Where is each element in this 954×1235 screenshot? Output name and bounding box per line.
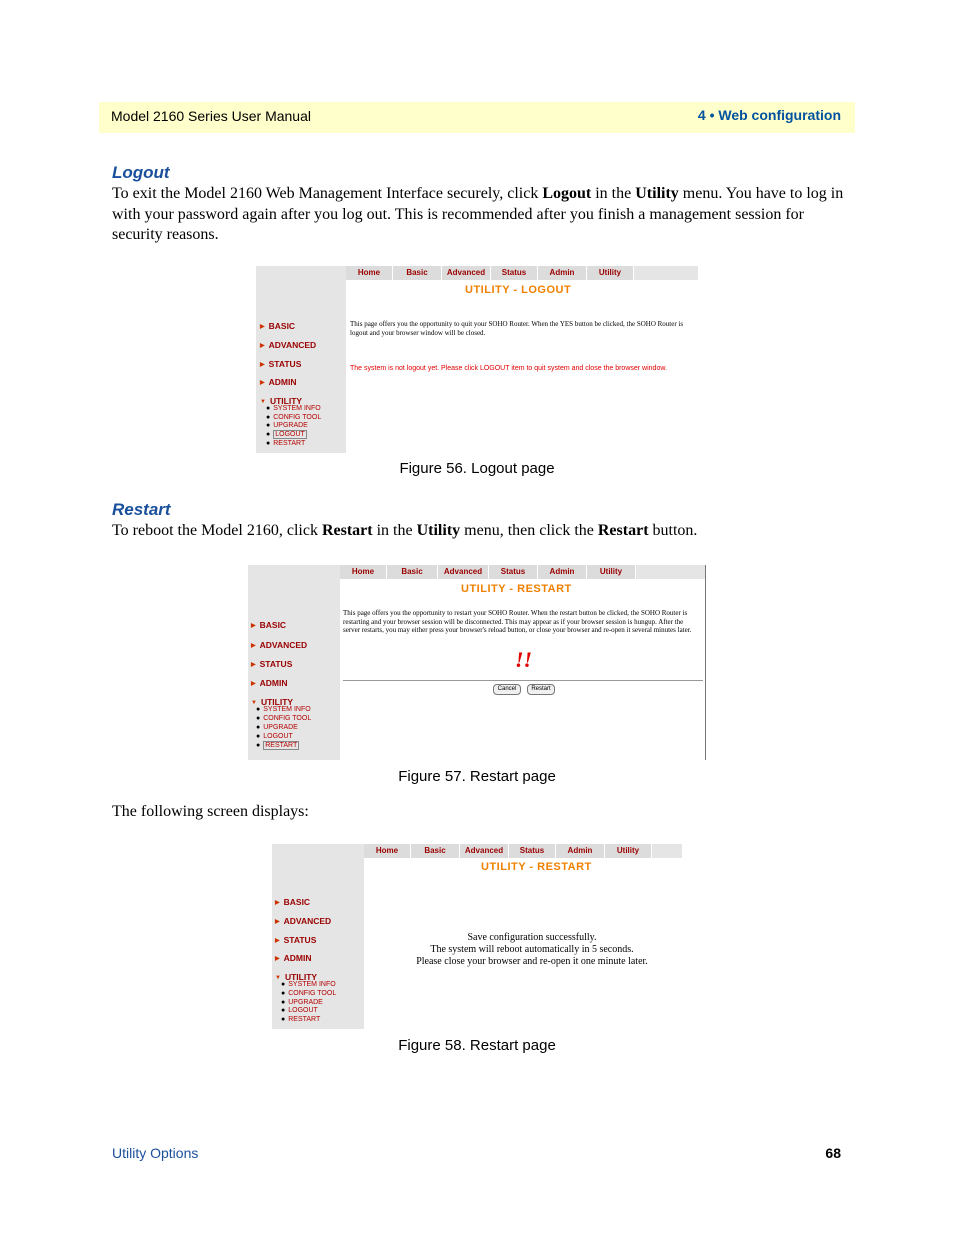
footer-section-name: Utility Options [112,1145,199,1161]
following-screen-text: The following screen displays: [112,803,309,820]
text-run: menu. You have to log in with your password again after you log out. This is recommended after you finish a management session for security reasons. [112,185,844,243]
nav-restart[interactable]: ● RESTART [281,1016,321,1023]
figure-58-screenshot [272,844,682,1029]
nav-upgrade[interactable]: ● UPGRADE [256,724,298,731]
text-run: To exit the Model 2160 Web Management Interface securely, click [112,185,543,202]
logout-description: This page offers you the opportunity to quit your SOHO Router. When the YES button be clicked, the SOHO Router is logout and your browser window will be closed. [350,320,684,337]
divider [343,680,703,681]
nav-system-info[interactable]: ● SYSTEM INFO [281,981,336,988]
restart-button[interactable]: Restart [527,684,555,695]
restart-description: This page offers you the opportunity to restart your SOHO Router. When the restart button be clicked, the SOHO Router is restarting and your browser session will be disconnected. This may appear as if your browser session is hungup. After the server restarts, you may either press your browser's reload button, or close your browser and re-open it several minutes later. [343,609,692,634]
running-header [99,102,855,133]
nav-upgrade[interactable]: ● UPGRADE [281,999,323,1006]
frame-edge [705,565,706,760]
tab-basic[interactable]: Basic [387,565,438,579]
nav-basic[interactable]: ▶ BASIC [260,321,296,331]
tab-basic[interactable]: Basic [393,266,442,280]
nav-logout[interactable]: ● LOGOUT [266,431,305,438]
tab-status[interactable]: Status [491,266,538,280]
figure-56-caption: Figure 56. Logout page [399,460,555,477]
figure-57-screenshot [248,565,706,760]
nav-sidebar [272,844,364,1029]
nav-advanced[interactable]: ▶ ADVANCED [251,640,308,650]
tab-utility[interactable]: Utility [605,844,652,858]
nav-admin[interactable]: ▶ ADMIN [251,678,288,688]
nav-config-tool[interactable]: ● CONFIG TOOL [256,715,312,722]
cancel-button[interactable]: Cancel [493,684,521,695]
top-nav-bar [340,565,706,579]
page-title: UTILITY - RESTART [481,861,592,873]
nav-logout[interactable]: ● LOGOUT [256,733,293,740]
nav-basic[interactable]: ▶ BASIC [251,620,287,630]
page-number: 68 [825,1145,841,1161]
top-nav-bar [364,844,682,858]
tab-admin[interactable]: Admin [556,844,605,858]
message-line-2: The system will reboot automatically in 5 seconds. [430,944,634,955]
nav-status[interactable]: ▶ STATUS [251,659,293,669]
text-run: Utility [416,522,461,539]
nav-advanced[interactable]: ▶ ADVANCED [275,916,332,926]
tab-status[interactable]: Status [489,565,538,579]
nav-system-info[interactable]: ● SYSTEM INFO [266,405,321,412]
chapter-title: 4 • Web configuration [697,107,841,123]
nav-config-tool[interactable]: ● CONFIG TOOL [266,414,322,421]
logout-paragraph [112,184,847,246]
tab-home[interactable]: Home [346,266,393,280]
text-run: button. [648,522,698,539]
nav-restart[interactable]: ● RESTART [256,742,298,749]
tab-status[interactable]: Status [509,844,556,858]
logout-status-note: The system is not logout yet. Please click LOGOUT item to quit system and close the browser window. [350,365,667,372]
text-run: in the [372,522,417,539]
nav-admin[interactable]: ▶ ADMIN [260,377,297,387]
page-title: UTILITY - LOGOUT [465,284,572,296]
tab-home[interactable]: Home [340,565,387,579]
tab-basic[interactable]: Basic [411,844,460,858]
nav-status[interactable]: ▶ STATUS [275,935,317,945]
text-run: To reboot the Model 2160, click [112,522,322,539]
nav-utility[interactable]: ▼ UTILITY [260,396,303,406]
message-line-3: Please close your browser and re-open it one minute later. [416,956,648,967]
tab-utility[interactable]: Utility [587,565,636,579]
top-nav-bar [346,266,698,280]
nav-admin[interactable]: ▶ ADMIN [275,953,312,963]
tab-utility[interactable]: Utility [587,266,634,280]
text-run: Logout [542,185,592,202]
tab-advanced[interactable]: Advanced [460,844,509,858]
nav-system-info[interactable]: ● SYSTEM INFO [256,706,311,713]
page-title: UTILITY - RESTART [461,583,572,595]
nav-status[interactable]: ▶ STATUS [260,359,302,369]
nav-sidebar [248,565,340,760]
figure-57-caption: Figure 57. Restart page [398,768,556,785]
nav-restart[interactable]: ● RESTART [266,440,306,447]
text-run: in the [591,185,636,202]
text-run: Restart [597,522,649,539]
nav-advanced[interactable]: ▶ ADVANCED [260,340,317,350]
tab-advanced[interactable]: Advanced [442,266,491,280]
nav-sidebar [256,266,346,453]
nav-upgrade[interactable]: ● UPGRADE [266,422,308,429]
tab-home[interactable]: Home [364,844,411,858]
nav-utility[interactable]: ▼ UTILITY [275,972,318,982]
nav-utility[interactable]: ▼ UTILITY [251,697,294,707]
tab-admin[interactable]: Admin [538,266,587,280]
tab-admin[interactable]: Admin [538,565,587,579]
nav-logout[interactable]: ● LOGOUT [281,1007,318,1014]
text-run: Utility [635,185,679,202]
reboot-message [382,932,682,968]
text-run: Restart [321,522,373,539]
manual-title: Model 2160 Series User Manual [111,108,311,124]
restart-paragraph [112,521,847,542]
message-line-1: Save configuration successfully. [467,932,597,943]
warning-marks: !! [515,647,533,672]
nav-basic[interactable]: ▶ BASIC [275,897,311,907]
figure-58-caption: Figure 58. Restart page [398,1037,556,1054]
figure-56-screenshot [256,266,698,453]
text-run: menu, then click the [460,522,598,539]
nav-config-tool[interactable]: ● CONFIG TOOL [281,990,337,997]
restart-heading: Restart [112,500,171,519]
tab-advanced[interactable]: Advanced [438,565,489,579]
logout-heading: Logout [112,163,170,182]
